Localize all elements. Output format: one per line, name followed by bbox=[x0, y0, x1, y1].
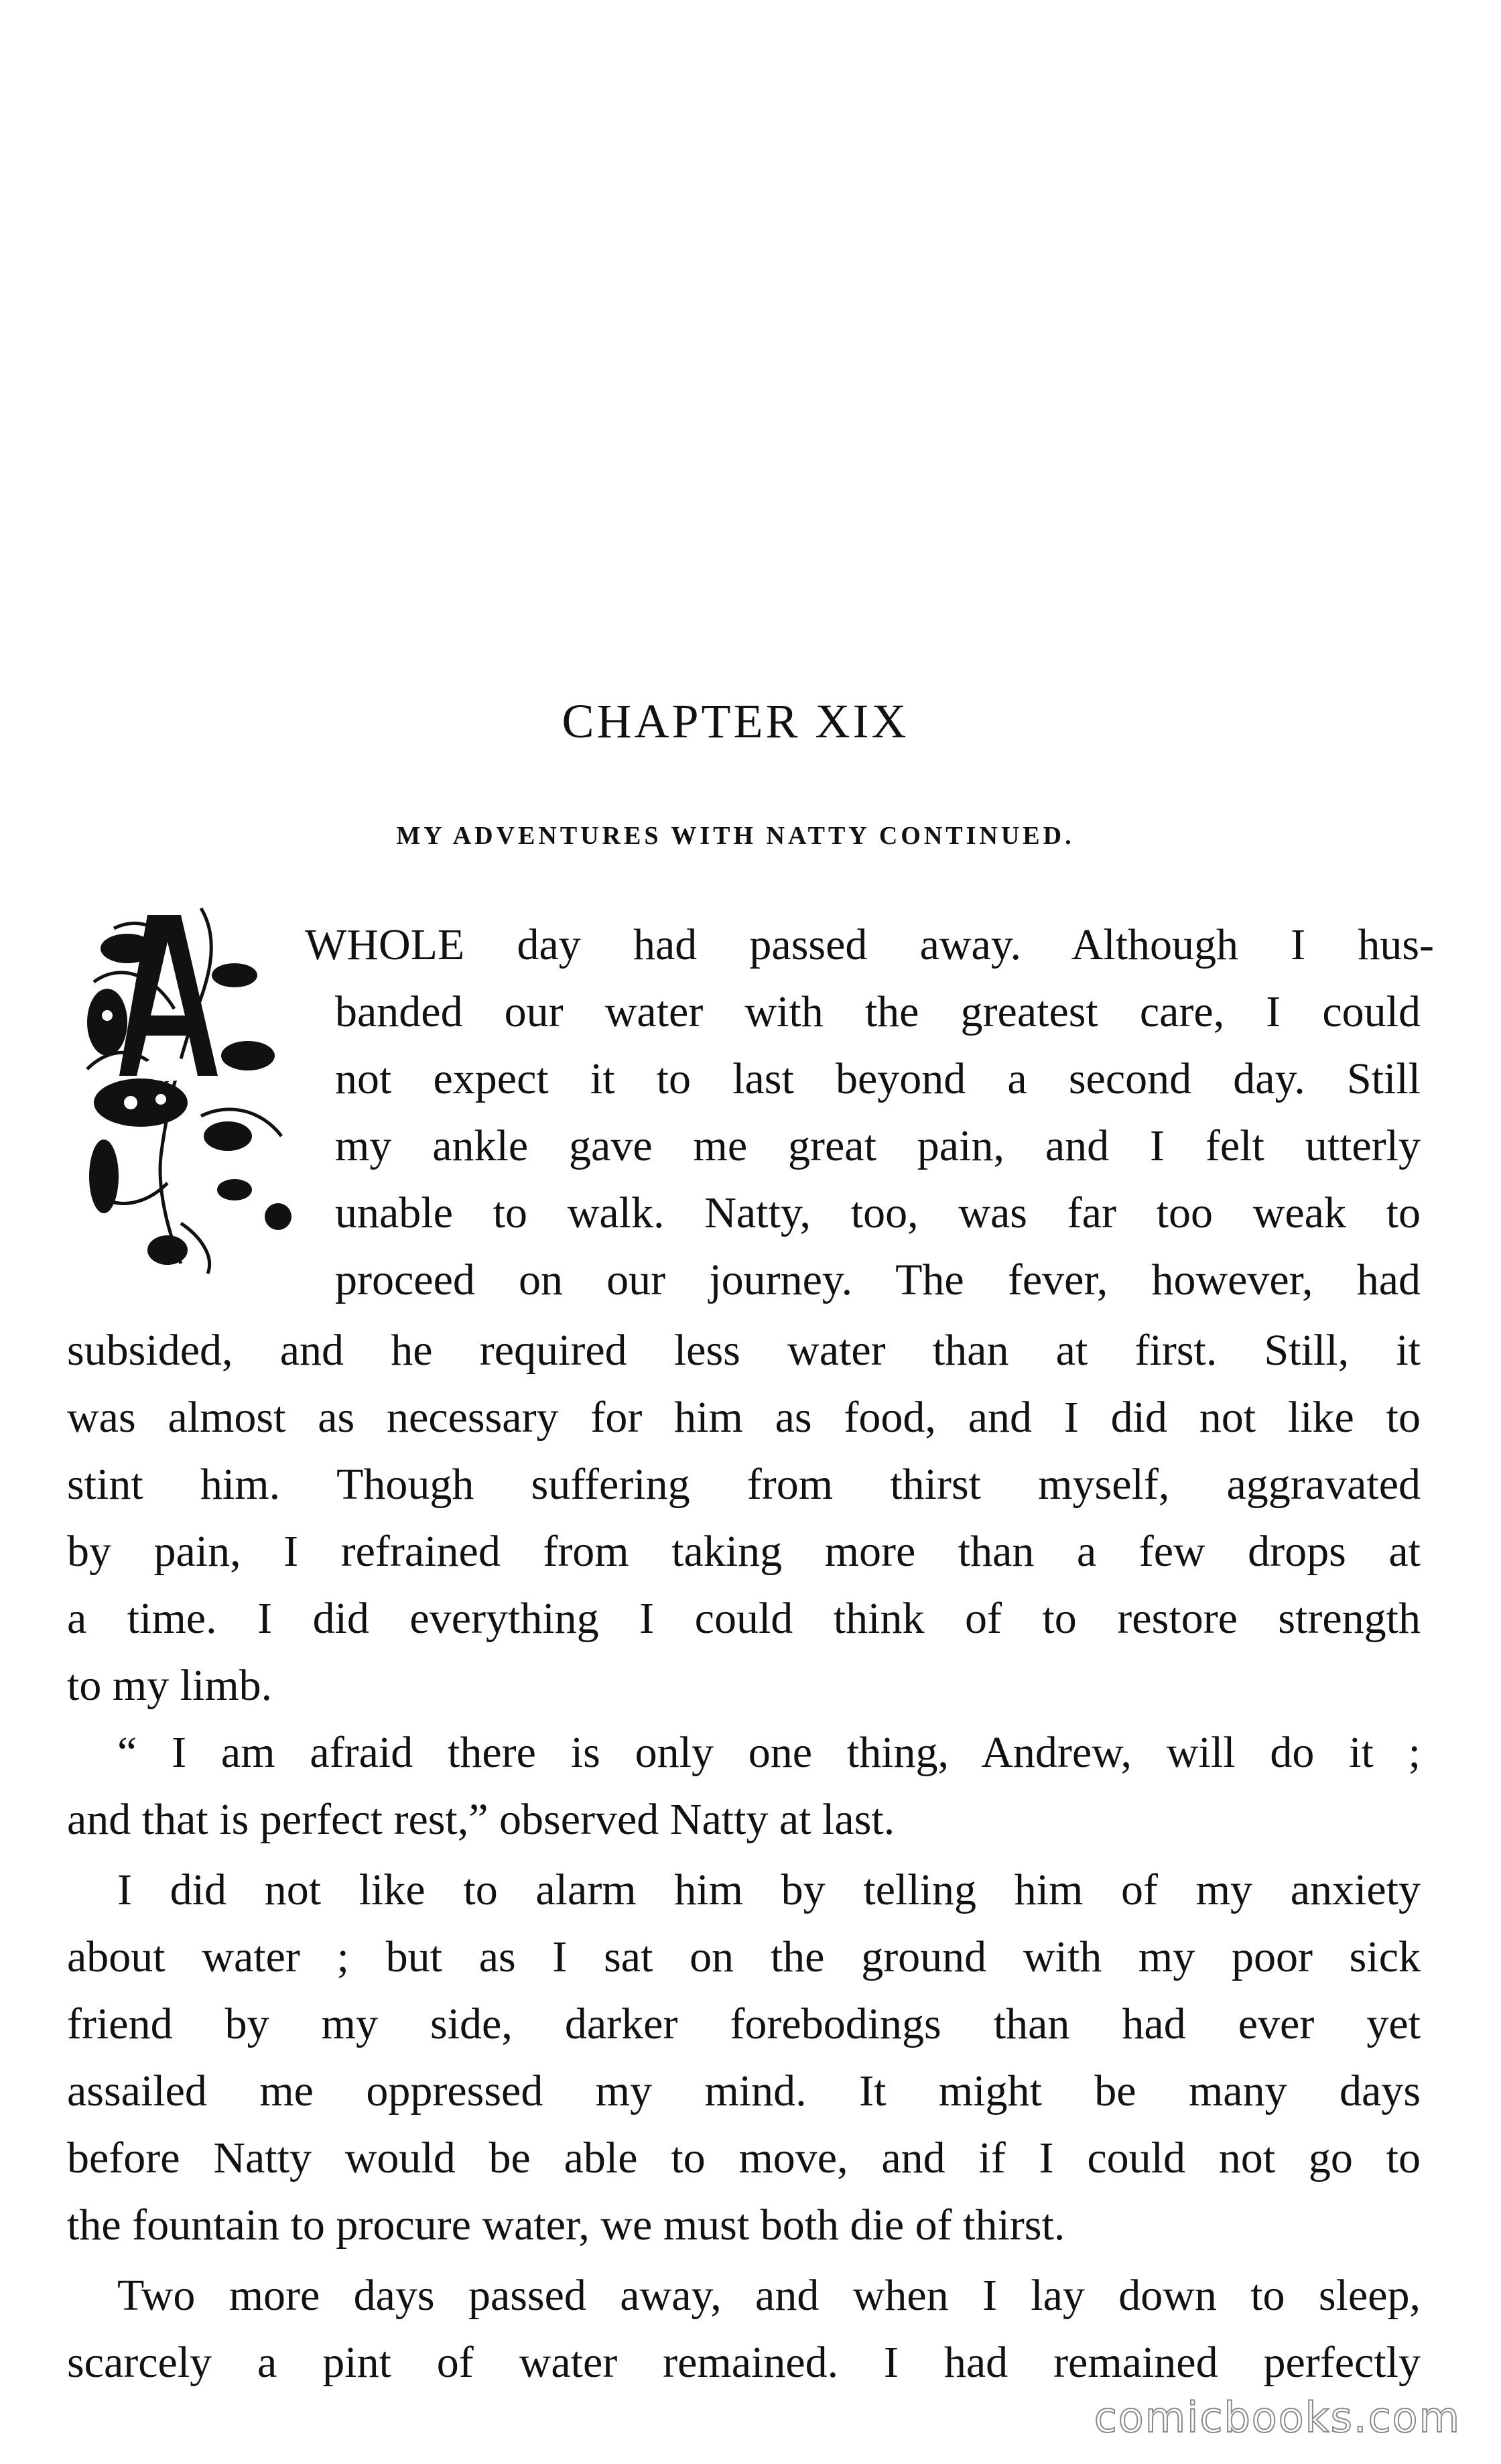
text-line: stint him. Though suffering from thirst myself, aggravated bbox=[67, 1460, 1421, 1509]
chapter-subtitle: MY ADVENTURES WITH NATTY CONTINUED. bbox=[396, 822, 1075, 850]
text-line: the fountain to procure water, we must both die of thirst. bbox=[67, 2201, 1065, 2250]
text-line: about water ; but as I sat on the ground with my poor sick bbox=[67, 1932, 1421, 1981]
text-line: unable to walk. Natty, too, was far too weak to bbox=[335, 1188, 1421, 1237]
text-line: I did not like to alarm him by telling him of my anxiety bbox=[117, 1865, 1421, 1914]
text-line: a time. I did everything I could think of to restore strength bbox=[67, 1594, 1421, 1643]
text-line: “ I am afraid there is only one thing, Andrew, will do it ; bbox=[117, 1728, 1421, 1777]
text-line: before Natty would be able to move, and if I could not go to bbox=[67, 2134, 1421, 2182]
ornamental-drop-cap-a bbox=[67, 902, 295, 1277]
text-line: Two more days passed away, and when I lay down to sleep, bbox=[117, 2271, 1421, 2320]
text-line: my ankle gave me great pain, and I felt utterly bbox=[335, 1121, 1421, 1170]
text-line: banded our water with the greatest care, I could bbox=[335, 987, 1421, 1036]
chapter-title: CHAPTER XIX bbox=[562, 694, 909, 748]
text-line: scarcely a pint of water remained. I had remained perfectly bbox=[67, 2338, 1421, 2387]
text-line: was almost as necessary for him as food, and I did not like to bbox=[67, 1393, 1421, 1442]
text-line: assailed me oppressed my mind. It might be many days bbox=[67, 2067, 1421, 2115]
text-line: by pain, I refrained from taking more than a few drops at bbox=[67, 1527, 1421, 1576]
text-line: and that is perfect rest,” observed Natty at last. bbox=[67, 1795, 895, 1844]
text-line: not expect it to last beyond a second day. Still bbox=[335, 1054, 1421, 1103]
text-line: friend by my side, darker forebodings than had ever yet bbox=[67, 1999, 1421, 2048]
text-line: subsided, and he required less water than at first. Still, it bbox=[67, 1326, 1421, 1375]
text-line: WHOLE day had passed away. Although I hus- bbox=[305, 920, 1434, 969]
text-line: to my limb. bbox=[67, 1661, 273, 1710]
site-watermark: comicbooks.com bbox=[1094, 2393, 1461, 2442]
text-line: proceed on our journey. The fever, however, had bbox=[335, 1255, 1421, 1304]
